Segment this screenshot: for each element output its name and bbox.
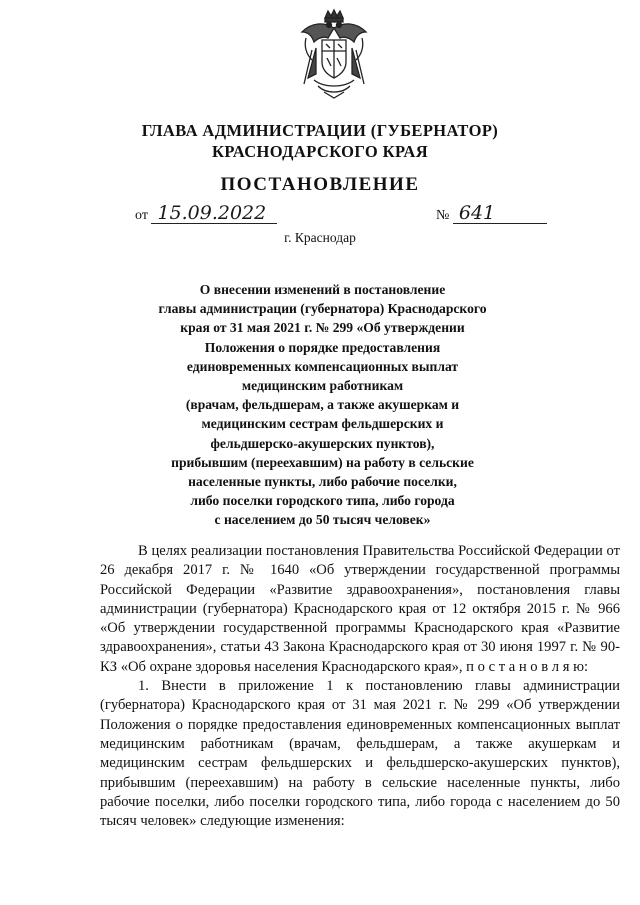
document-type-heading: ПОСТАНОВЛЕНИЕ — [220, 174, 420, 195]
coat-of-arms-emblem — [294, 8, 374, 100]
title-line: медицинским сестрам фельдшерских и — [201, 416, 444, 432]
authority-line-2: КРАСНОДАРСКОГО КРАЯ — [211, 142, 429, 161]
document-body — [100, 542, 620, 831]
number-label: № — [436, 208, 450, 223]
document-title — [150, 280, 495, 530]
number-value: 641 — [453, 203, 547, 224]
body-paragraph-preamble: В целях реализации постановления Правительства Российской Федерации от 26 декабря 2017 г. № 1640 «Об утверждении государственной программы Российской Федерации «Развитие здравоохранения», постановления главы администрации (губернатора) Краснодарского края от 12 октября 2015 г. № 966 «Об утверждении государственной программы Краснодарского края «Развитие здравоохранения», статьи 43 Закона Краснодарского края от 30 июня 1997 г. № 90-КЗ «Об охране здоровья населения Краснодарского края», п о с т а н о в л я ю: — [100, 543, 620, 675]
date-value: 15.09.2022 — [151, 203, 277, 224]
title-line: с населением до 50 тысяч человек» — [214, 512, 431, 528]
title-line: Положения о порядке предоставления — [204, 339, 441, 355]
title-line: главы администрации (губернатора) Краснодарского — [158, 301, 487, 317]
date-label: от — [135, 208, 148, 223]
title-line: края от 31 мая 2021 г. № 299 «Об утверждении — [180, 320, 465, 336]
title-line: единовременных компенсационных выплат — [186, 358, 459, 374]
date-row — [135, 203, 277, 224]
title-line: населенные пункты, либо рабочие поселки, — [188, 474, 457, 490]
title-line: либо поселки городского типа, либо города — [190, 493, 455, 509]
title-line: прибывшим (переехавшим) на работу в сельские — [171, 454, 474, 470]
title-line: фельдшерско-акушерских пунктов), — [210, 435, 435, 451]
authority-line-1: ГЛАВА АДМИНИСТРАЦИИ (ГУБЕРНАТОР) — [141, 121, 499, 140]
title-line: О внесении изменений в постановление — [199, 282, 446, 297]
body-paragraph-item-1: 1. Внести в приложение 1 к постановлению главы администрации (губернатора) Краснодарского края от 31 мая 2021 г. № 299 «Об утверждении Положения о порядке предоставления единовременных компенсационных выплат медицинским работникам (врачам, фельдшерам, а также акушеркам и медицинским сестрам фельдшерских и фельдшерско-акушерских пунктов), прибывшим (переехавшим) на работу в сельские населенные пункты, либо рабочие поселки, либо поселки городского типа, либо города с населением до 50 тысяч человек» следующие изменения: — [100, 678, 620, 830]
city-line: г. Краснодар — [284, 230, 356, 245]
title-line: (врачам, фельдшерам, а также акушеркам и — [185, 397, 460, 413]
title-line: медицинским работникам — [241, 378, 404, 394]
number-row — [436, 203, 547, 224]
